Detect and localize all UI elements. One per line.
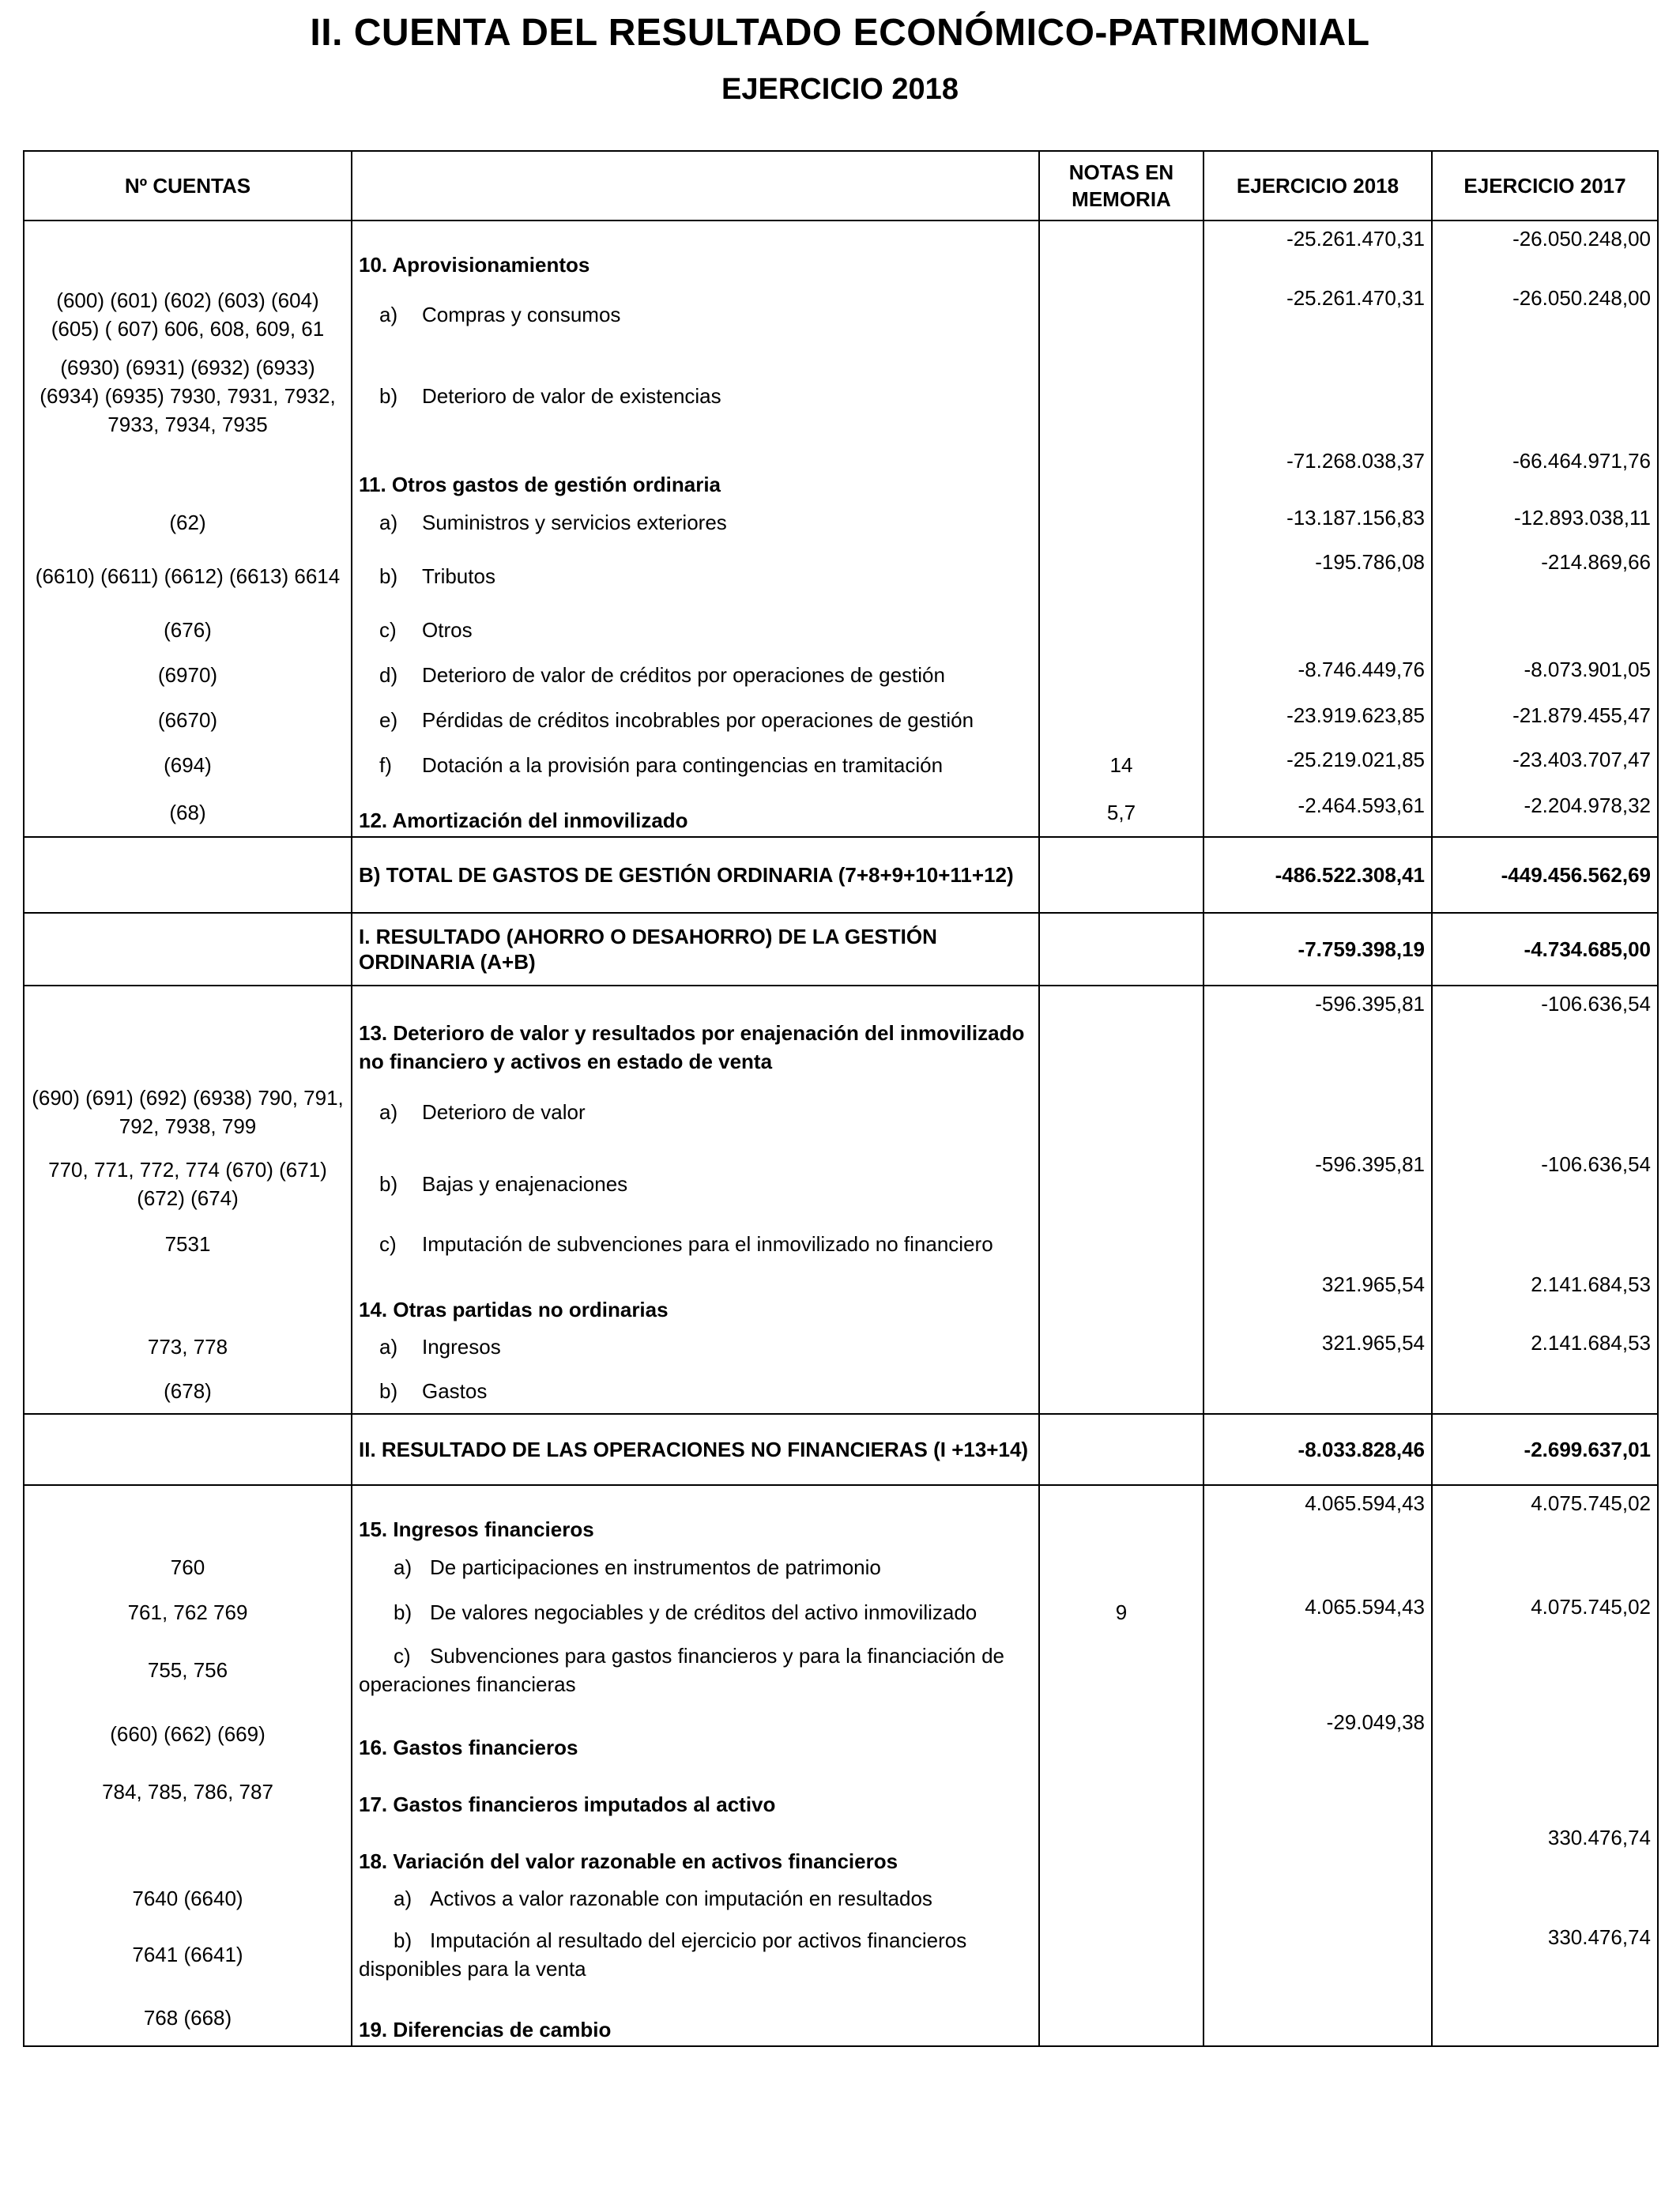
cell-cuentas: (660) (662) (669) bbox=[24, 1705, 352, 1763]
cell-notas bbox=[1039, 1147, 1203, 1221]
table-row bbox=[24, 1920, 1658, 1989]
cell-ejercicio-anterior bbox=[1432, 1877, 1658, 1920]
concepto-text: Deterioro de valor de créditos por operaciones de gestión bbox=[422, 663, 945, 687]
table-row bbox=[24, 500, 1658, 545]
concepto-text: De participaciones en instrumentos de patrimonio bbox=[430, 1555, 881, 1579]
item-letter: b) bbox=[394, 1928, 412, 1952]
cell-concepto bbox=[352, 349, 1039, 443]
concepto-text: Dotación a la provisión para contingencias en tramitación bbox=[422, 753, 944, 777]
cell-concepto bbox=[352, 1763, 1039, 1820]
cell-concepto bbox=[352, 1267, 1039, 1325]
cell-cuentas: (676) bbox=[24, 608, 352, 652]
cell-concepto bbox=[352, 837, 1039, 913]
cell-ejercicio-actual bbox=[1203, 1221, 1432, 1267]
results-table bbox=[23, 150, 1659, 2047]
cell-concepto bbox=[352, 443, 1039, 500]
table-row bbox=[24, 1267, 1658, 1325]
item-letter: a) bbox=[394, 1887, 412, 1910]
cell-ejercicio-actual: 4.065.594,43 bbox=[1203, 1485, 1432, 1545]
cell-ejercicio-anterior: 2.141.684,53 bbox=[1432, 1325, 1658, 1368]
cell-concepto bbox=[352, 500, 1039, 545]
cell-notas bbox=[1039, 1545, 1203, 1589]
concepto-text: 16. Gastos financieros bbox=[359, 1736, 578, 1759]
cell-concepto bbox=[352, 698, 1039, 742]
cell-notas bbox=[1039, 1705, 1203, 1763]
cell-notas bbox=[1039, 1221, 1203, 1267]
cell-concepto bbox=[352, 742, 1039, 788]
cell-notas bbox=[1039, 1920, 1203, 1989]
item-letter: b) bbox=[379, 1378, 398, 1403]
cell-cuentas bbox=[24, 837, 352, 913]
table-body bbox=[24, 221, 1658, 2046]
cell-notas bbox=[1039, 652, 1203, 698]
total-row bbox=[24, 913, 1658, 986]
cell-ejercicio-actual bbox=[1203, 1920, 1432, 1989]
cell-concepto bbox=[352, 652, 1039, 698]
concepto-text: Bajas y enajenaciones bbox=[422, 1172, 628, 1196]
concepto-text: 19. Diferencias de cambio bbox=[359, 2018, 612, 2041]
cell-concepto bbox=[352, 986, 1039, 1077]
cell-ejercicio-actual: -8.746.449,76 bbox=[1203, 652, 1432, 698]
cell-notas: 14 bbox=[1039, 742, 1203, 788]
item-letter: b) bbox=[379, 564, 398, 588]
table-row bbox=[24, 652, 1658, 698]
cell-ejercicio-anterior bbox=[1432, 1635, 1658, 1705]
cell-cuentas: 761, 762 769 bbox=[24, 1589, 352, 1635]
cell-concepto bbox=[352, 1368, 1039, 1414]
cell-notas bbox=[1039, 1368, 1203, 1414]
cell-cuentas bbox=[24, 1485, 352, 1545]
cell-ejercicio-actual: -2.464.593,61 bbox=[1203, 788, 1432, 837]
cell-ejercicio-actual: -486.522.308,41 bbox=[1203, 837, 1432, 913]
cell-cuentas: (6610) (6611) (6612) (6613) 6614 bbox=[24, 545, 352, 608]
item-letter: a) bbox=[379, 1335, 398, 1359]
cell-ejercicio-actual: -23.919.623,85 bbox=[1203, 698, 1432, 742]
item-letter: b) bbox=[379, 384, 398, 408]
item-letter: a) bbox=[379, 303, 398, 326]
table-row bbox=[24, 698, 1658, 742]
cell-ejercicio-actual bbox=[1203, 1989, 1432, 2046]
cell-ejercicio-actual bbox=[1203, 1763, 1432, 1820]
cell-concepto bbox=[352, 1545, 1039, 1589]
cell-concepto bbox=[352, 608, 1039, 652]
cell-notas bbox=[1039, 1877, 1203, 1920]
cell-ejercicio-anterior: -106.636,54 bbox=[1432, 1147, 1658, 1221]
cell-ejercicio-actual: 4.065.594,43 bbox=[1203, 1589, 1432, 1635]
cell-cuentas: 7640 (6640) bbox=[24, 1877, 352, 1920]
item-letter: a) bbox=[379, 511, 398, 534]
cell-concepto bbox=[352, 913, 1039, 986]
cell-concepto bbox=[352, 1877, 1039, 1920]
concepto-text: Imputación de subvenciones para el inmovilizado no financiero bbox=[422, 1232, 993, 1256]
concepto-text: Ingresos bbox=[422, 1335, 501, 1359]
cell-notas bbox=[1039, 545, 1203, 608]
cell-notas bbox=[1039, 1820, 1203, 1877]
cell-notas bbox=[1039, 349, 1203, 443]
cell-cuentas bbox=[24, 1414, 352, 1485]
cell-ejercicio-actual bbox=[1203, 1635, 1432, 1705]
cell-ejercicio-actual: -195.786,08 bbox=[1203, 545, 1432, 608]
concepto-text: Otros bbox=[422, 618, 473, 642]
cell-cuentas: (694) bbox=[24, 742, 352, 788]
concepto-text: Pérdidas de créditos incobrables por operaciones de gestión bbox=[422, 708, 974, 732]
concepto-text: B) TOTAL DE GASTOS DE GESTIÓN ORDINARIA (7+8+9+10+11+12) bbox=[359, 863, 1014, 887]
cell-ejercicio-anterior: -106.636,54 bbox=[1432, 986, 1658, 1077]
table-row bbox=[24, 788, 1658, 837]
concepto-text: Compras y consumos bbox=[422, 303, 621, 326]
cell-cuentas: 773, 778 bbox=[24, 1325, 352, 1368]
table-row bbox=[24, 1485, 1658, 1545]
cell-cuentas: 755, 756 bbox=[24, 1635, 352, 1705]
cell-ejercicio-actual: -596.395,81 bbox=[1203, 986, 1432, 1077]
cell-ejercicio-actual: 321.965,54 bbox=[1203, 1325, 1432, 1368]
concepto-text: II. RESULTADO DE LAS OPERACIONES NO FINANCIERAS (I +13+14) bbox=[359, 1438, 1029, 1461]
cell-cuentas bbox=[24, 1267, 352, 1325]
concepto-text: 10. Aprovisionamientos bbox=[359, 253, 590, 277]
table-row bbox=[24, 742, 1658, 788]
cell-notas bbox=[1039, 837, 1203, 913]
item-letter: d) bbox=[379, 663, 398, 687]
cell-cuentas: (6970) bbox=[24, 652, 352, 698]
cell-ejercicio-actual: -13.187.156,83 bbox=[1203, 500, 1432, 545]
cell-concepto bbox=[352, 1920, 1039, 1989]
table-row bbox=[24, 1368, 1658, 1414]
cell-cuentas: (6670) bbox=[24, 698, 352, 742]
cell-ejercicio-anterior: 330.476,74 bbox=[1432, 1820, 1658, 1877]
cell-concepto bbox=[352, 545, 1039, 608]
cell-notas bbox=[1039, 698, 1203, 742]
cell-notas bbox=[1039, 1325, 1203, 1368]
cell-cuentas bbox=[24, 913, 352, 986]
item-letter: a) bbox=[394, 1555, 412, 1579]
cell-ejercicio-anterior: 2.141.684,53 bbox=[1432, 1267, 1658, 1325]
cell-notas bbox=[1039, 500, 1203, 545]
concepto-text: Tributos bbox=[422, 564, 495, 588]
cell-concepto bbox=[352, 1077, 1039, 1147]
cell-ejercicio-actual: -25.219.021,85 bbox=[1203, 742, 1432, 788]
cell-concepto bbox=[352, 221, 1039, 281]
cell-ejercicio-anterior: -4.734.685,00 bbox=[1432, 913, 1658, 986]
concepto-text: 14. Otras partidas no ordinarias bbox=[359, 1298, 669, 1321]
cell-ejercicio-actual bbox=[1203, 1077, 1432, 1147]
concepto-text: Suministros y servicios exteriores bbox=[422, 511, 727, 534]
cell-concepto bbox=[352, 1414, 1039, 1485]
concepto-text: I. RESULTADO (AHORRO O DESAHORRO) DE LA GESTIÓN ORDINARIA (A+B) bbox=[359, 925, 937, 974]
concepto-text: Subvenciones para gastos financieros y para la financiación de operaciones financieras bbox=[359, 1644, 1005, 1696]
cell-ejercicio-actual bbox=[1203, 1820, 1432, 1877]
cell-concepto bbox=[352, 1485, 1039, 1545]
table-row bbox=[24, 1077, 1658, 1147]
cell-ejercicio-actual: -7.759.398,19 bbox=[1203, 913, 1432, 986]
cell-notas: 9 bbox=[1039, 1589, 1203, 1635]
table-row bbox=[24, 281, 1658, 349]
cell-ejercicio-anterior bbox=[1432, 1989, 1658, 2046]
cell-ejercicio-actual bbox=[1203, 608, 1432, 652]
cell-ejercicio-anterior: -214.869,66 bbox=[1432, 545, 1658, 608]
cell-cuentas: (600) (601) (602) (603) (604) (605) ( 607) 606, 608, 609, 61 bbox=[24, 281, 352, 349]
cell-ejercicio-anterior bbox=[1432, 1077, 1658, 1147]
table-row bbox=[24, 1820, 1658, 1877]
cell-cuentas: 784, 785, 786, 787 bbox=[24, 1763, 352, 1820]
cell-ejercicio-anterior: -2.699.637,01 bbox=[1432, 1414, 1658, 1485]
concepto-text: Gastos bbox=[422, 1378, 488, 1403]
cell-ejercicio-actual bbox=[1203, 1368, 1432, 1414]
cell-notas bbox=[1039, 1414, 1203, 1485]
table-row bbox=[24, 986, 1658, 1077]
cell-concepto bbox=[352, 1635, 1039, 1705]
table-row bbox=[24, 545, 1658, 608]
cell-ejercicio-anterior: 4.075.745,02 bbox=[1432, 1485, 1658, 1545]
concepto-text: 13. Deterioro de valor y resultados por enajenación del inmovilizado no financiero y activos en estado de venta bbox=[359, 1021, 1025, 1073]
cell-cuentas: 760 bbox=[24, 1545, 352, 1589]
cell-ejercicio-anterior bbox=[1432, 1368, 1658, 1414]
cell-cuentas bbox=[24, 1820, 352, 1877]
cell-ejercicio-anterior: -66.464.971,76 bbox=[1432, 443, 1658, 500]
cell-cuentas: 7531 bbox=[24, 1221, 352, 1267]
item-letter: b) bbox=[394, 1600, 412, 1624]
concepto-text: 18. Variación del valor razonable en activos financieros bbox=[359, 1849, 898, 1873]
cell-ejercicio-anterior bbox=[1432, 1763, 1658, 1820]
cell-ejercicio-anterior: -8.073.901,05 bbox=[1432, 652, 1658, 698]
cell-concepto bbox=[352, 1820, 1039, 1877]
cell-ejercicio-actual: -25.261.470,31 bbox=[1203, 281, 1432, 349]
cell-notas bbox=[1039, 221, 1203, 281]
page-subtitle: EJERCICIO 2018 bbox=[721, 73, 959, 106]
page-title: II. CUENTA DEL RESULTADO ECONÓMICO-PATRIMONIAL bbox=[310, 12, 1370, 54]
table-row bbox=[24, 608, 1658, 652]
cell-ejercicio-anterior: -21.879.455,47 bbox=[1432, 698, 1658, 742]
cell-cuentas: 770, 771, 772, 774 (670) (671) (672) (674) bbox=[24, 1147, 352, 1221]
cell-ejercicio-anterior bbox=[1432, 608, 1658, 652]
total-row bbox=[24, 837, 1658, 913]
cell-ejercicio-anterior: -23.403.707,47 bbox=[1432, 742, 1658, 788]
table-row bbox=[24, 1221, 1658, 1267]
table-row bbox=[24, 349, 1658, 443]
cell-concepto bbox=[352, 788, 1039, 837]
cell-notas bbox=[1039, 608, 1203, 652]
cell-cuentas: (690) (691) (692) (6938) 790, 791, 792, 7938, 799 bbox=[24, 1077, 352, 1147]
table-row bbox=[24, 1989, 1658, 2046]
cell-notas bbox=[1039, 1485, 1203, 1545]
table-row bbox=[24, 1147, 1658, 1221]
concepto-text: Deterioro de valor de existencias bbox=[422, 384, 721, 408]
cell-notas bbox=[1039, 1763, 1203, 1820]
cell-ejercicio-actual bbox=[1203, 1877, 1432, 1920]
cell-concepto bbox=[352, 1989, 1039, 2046]
concepto-text: Imputación al resultado del ejercicio por activos financieros disponibles para la venta bbox=[359, 1928, 967, 1981]
cell-ejercicio-actual: -596.395,81 bbox=[1203, 1147, 1432, 1221]
cell-ejercicio-actual: -71.268.038,37 bbox=[1203, 443, 1432, 500]
cell-notas bbox=[1039, 986, 1203, 1077]
cell-ejercicio-actual: -29.049,38 bbox=[1203, 1705, 1432, 1763]
cell-notas bbox=[1039, 1635, 1203, 1705]
cell-cuentas: (62) bbox=[24, 500, 352, 545]
cell-cuentas: 7641 (6641) bbox=[24, 1920, 352, 1989]
cell-notas bbox=[1039, 443, 1203, 500]
cell-cuentas: (678) bbox=[24, 1368, 352, 1414]
table-row bbox=[24, 443, 1658, 500]
cell-cuentas: (68) bbox=[24, 788, 352, 837]
cell-cuentas bbox=[24, 443, 352, 500]
table-row bbox=[24, 1705, 1658, 1763]
concepto-text: 15. Ingresos financieros bbox=[359, 1517, 594, 1541]
cell-ejercicio-actual bbox=[1203, 1545, 1432, 1589]
table-row bbox=[24, 1589, 1658, 1635]
cell-notas: 5,7 bbox=[1039, 788, 1203, 837]
table-header bbox=[24, 151, 1658, 221]
cell-ejercicio-actual bbox=[1203, 349, 1432, 443]
table-row bbox=[24, 1877, 1658, 1920]
cell-ejercicio-actual: -8.033.828,46 bbox=[1203, 1414, 1432, 1485]
header-concepto bbox=[352, 151, 1039, 221]
cell-ejercicio-anterior bbox=[1432, 1705, 1658, 1763]
cell-ejercicio-anterior: -26.050.248,00 bbox=[1432, 221, 1658, 281]
cell-ejercicio-anterior bbox=[1432, 1545, 1658, 1589]
cell-ejercicio-actual: -25.261.470,31 bbox=[1203, 221, 1432, 281]
cell-cuentas bbox=[24, 986, 352, 1077]
cell-ejercicio-anterior: 330.476,74 bbox=[1432, 1920, 1658, 1989]
item-letter: e) bbox=[379, 708, 398, 732]
concepto-text: 12. Amortización del inmovilizado bbox=[359, 809, 688, 832]
table-row bbox=[24, 1325, 1658, 1368]
item-letter: f) bbox=[379, 753, 392, 777]
cell-notas bbox=[1039, 1989, 1203, 2046]
item-letter: c) bbox=[394, 1644, 411, 1668]
cell-cuentas: 768 (668) bbox=[24, 1989, 352, 2046]
header-notas: NOTAS EN MEMORIA bbox=[1039, 151, 1203, 221]
cell-concepto bbox=[352, 1705, 1039, 1763]
cell-concepto bbox=[352, 1589, 1039, 1635]
cell-ejercicio-actual: 321.965,54 bbox=[1203, 1267, 1432, 1325]
cell-notas bbox=[1039, 281, 1203, 349]
concepto-text: De valores negociables y de créditos del activo inmovilizado bbox=[430, 1600, 977, 1624]
item-letter: c) bbox=[379, 1232, 397, 1256]
total-row bbox=[24, 1414, 1658, 1485]
concepto-text: Activos a valor razonable con imputación en resultados bbox=[430, 1887, 932, 1910]
table-row bbox=[24, 1763, 1658, 1820]
cell-ejercicio-anterior: -26.050.248,00 bbox=[1432, 281, 1658, 349]
header-ejercicio-actual: EJERCICIO 2018 bbox=[1203, 151, 1432, 221]
cell-concepto bbox=[352, 1147, 1039, 1221]
cell-cuentas bbox=[24, 221, 352, 281]
header-ejercicio-anterior: EJERCICIO 2017 bbox=[1432, 151, 1658, 221]
cell-notas bbox=[1039, 1077, 1203, 1147]
cell-notas bbox=[1039, 913, 1203, 986]
cell-concepto bbox=[352, 1221, 1039, 1267]
concepto-text: Deterioro de valor bbox=[422, 1100, 586, 1124]
concepto-text: 11. Otros gastos de gestión ordinaria bbox=[359, 473, 721, 496]
header-cuentas: Nº CUENTAS bbox=[24, 151, 352, 221]
table-row bbox=[24, 1635, 1658, 1705]
cell-concepto bbox=[352, 1325, 1039, 1368]
item-letter: c) bbox=[379, 618, 397, 642]
cell-ejercicio-anterior: -12.893.038,11 bbox=[1432, 500, 1658, 545]
cell-ejercicio-anterior bbox=[1432, 349, 1658, 443]
concepto-text: 17. Gastos financieros imputados al activo bbox=[359, 1793, 776, 1816]
cell-concepto bbox=[352, 281, 1039, 349]
cell-notas bbox=[1039, 1267, 1203, 1325]
cell-ejercicio-anterior: -2.204.978,32 bbox=[1432, 788, 1658, 837]
cell-ejercicio-anterior: 4.075.745,02 bbox=[1432, 1589, 1658, 1635]
table-row bbox=[24, 221, 1658, 281]
item-letter: b) bbox=[379, 1172, 398, 1196]
cell-cuentas: (6930) (6931) (6932) (6933) (6934) (6935) 7930, 7931, 7932, 7933, 7934, 7935 bbox=[24, 349, 352, 443]
item-letter: a) bbox=[379, 1100, 398, 1124]
cell-ejercicio-anterior bbox=[1432, 1221, 1658, 1267]
table-row bbox=[24, 1545, 1658, 1589]
cell-ejercicio-anterior: -449.456.562,69 bbox=[1432, 837, 1658, 913]
